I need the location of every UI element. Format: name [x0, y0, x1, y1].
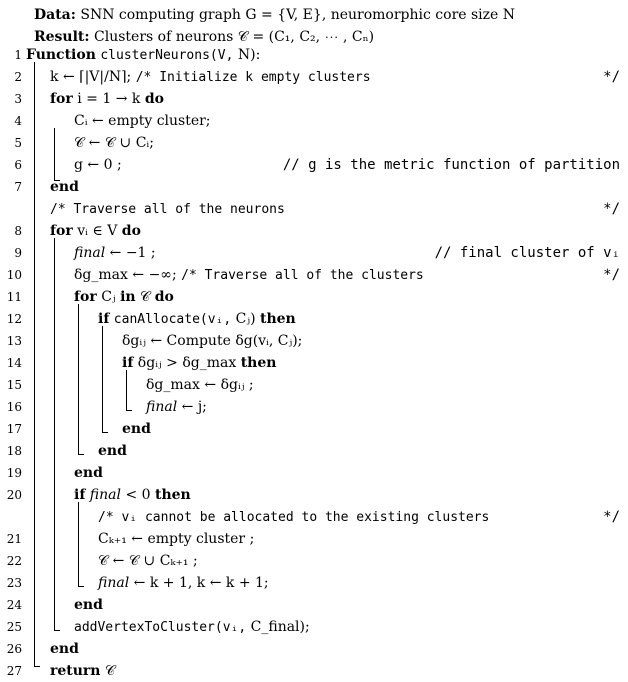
algorithm-line	[0, 88, 628, 110]
line-number: 11	[6, 290, 22, 304]
line-code: end	[98, 443, 127, 459]
algorithm-line	[0, 110, 628, 132]
line-number: 9	[14, 246, 22, 260]
algorithm-line	[0, 396, 628, 418]
line-code: end	[74, 597, 103, 613]
line-comment: */	[603, 201, 620, 217]
line-code: final ← −1 ;	[74, 245, 156, 261]
line-number: 22	[6, 554, 22, 568]
line-comment: */	[603, 69, 620, 85]
algorithm-line	[0, 418, 628, 440]
algorithm-line	[0, 132, 628, 154]
data-line	[0, 4, 628, 26]
algorithm-line	[0, 550, 628, 572]
line-number: 26	[6, 642, 22, 656]
algorithm-line	[0, 242, 628, 264]
line-code: return 𝒞	[50, 663, 116, 679]
algorithm-line	[0, 616, 628, 638]
algorithm-line	[0, 660, 628, 682]
result-label: Result:	[34, 29, 90, 45]
algorithm-line	[0, 286, 628, 308]
line-code: δg_max ← −∞; /* Traverse all of the clusters	[74, 267, 424, 283]
line-number: 2	[14, 70, 22, 84]
line-code: addVertexToCluster(vᵢ, C_final);	[74, 619, 310, 635]
line-comment: */	[603, 509, 620, 525]
algorithm-line	[0, 176, 628, 198]
line-number: 6	[14, 158, 22, 172]
algorithm-line	[0, 572, 628, 594]
line-number: 27	[6, 664, 22, 678]
line-code: for i = 1 → k do	[50, 91, 164, 107]
line-comment: // g is the metric function of partition	[282, 157, 620, 173]
line-number: 25	[6, 620, 22, 634]
line-number: 24	[6, 598, 22, 612]
line-number: 5	[14, 136, 22, 150]
scope-bar-if-delta	[126, 370, 132, 411]
line-number: 3	[14, 92, 22, 106]
line-code: end	[50, 641, 79, 657]
algorithm-line	[0, 66, 628, 88]
line-code: δg_max ← δgᵢⱼ ;	[146, 377, 254, 393]
line-number: 19	[6, 466, 22, 480]
line-number: 21	[6, 532, 22, 546]
line-code: Cᵢ ← empty cluster;	[74, 113, 211, 129]
algorithm-line	[0, 220, 628, 242]
scope-bar-for-v	[54, 238, 60, 631]
line-code: g ← 0 ;	[74, 157, 122, 173]
line-comment: */	[603, 267, 620, 283]
line-number: 20	[6, 488, 22, 502]
algorithm-line	[0, 528, 628, 550]
algorithm-line	[0, 594, 628, 616]
algorithm-line	[0, 484, 628, 506]
algorithm-line	[0, 638, 628, 660]
data-text: SNN computing graph G = {V, E}, neuromorphic core size N	[80, 7, 516, 23]
line-code: δgᵢⱼ ← Compute δg(vᵢ, Cⱼ);	[122, 333, 303, 349]
line-code: for Cⱼ in 𝒞 do	[74, 289, 174, 305]
algorithm-line	[0, 462, 628, 484]
result-text: Clusters of neurons 𝒞 = (C₁, C₂, ⋯ , Cₙ)	[94, 29, 375, 45]
line-number: 17	[6, 422, 22, 436]
line-code: final ← k + 1, k ← k + 1;	[98, 575, 269, 591]
algorithm-line	[0, 198, 628, 220]
algorithm-line	[0, 440, 628, 462]
data-label: Data:	[34, 7, 76, 23]
line-number: 16	[6, 400, 22, 414]
line-code: if δgᵢⱼ > δg_max then	[122, 355, 277, 371]
line-code: 𝒞 ← 𝒞 ∪ Cᵢ;	[74, 135, 154, 151]
line-code: Cₖ₊₁ ← empty cluster ;	[98, 531, 255, 547]
line-code: end	[74, 465, 103, 481]
line-code: if canAllocate(vᵢ, Cⱼ) then	[98, 311, 296, 327]
line-number: 4	[14, 114, 22, 128]
line-number: 7	[14, 180, 22, 194]
scope-bar-for-c	[78, 304, 84, 455]
line-number: 12	[6, 312, 22, 326]
line-comment: // final cluster of vᵢ	[434, 245, 620, 261]
scope-bar-if-alloc	[102, 326, 108, 433]
line-code: k ← ⌈|V|/N⌉; /* Initialize k empty clusters	[50, 69, 371, 85]
algorithm-line	[0, 506, 628, 528]
algorithm-line	[0, 352, 628, 374]
line-number: 13	[6, 334, 22, 348]
algorithm-line	[0, 330, 628, 352]
algorithm-line	[0, 264, 628, 286]
line-code: final ← j;	[146, 399, 207, 415]
line-number: 18	[6, 444, 22, 458]
algorithm-line	[0, 154, 628, 176]
line-number: 10	[6, 268, 22, 282]
line-code: end	[122, 421, 151, 437]
scope-bar-function	[34, 62, 40, 667]
line-code: 𝒞 ← 𝒞 ∪ Cₖ₊₁ ;	[98, 553, 198, 569]
line-number: 23	[6, 576, 22, 590]
line-code: Function clusterNeurons(V, N):	[26, 47, 261, 63]
line-code: /* Traverse all of the neurons	[50, 202, 285, 217]
algorithm-line	[0, 308, 628, 330]
line-number: 8	[14, 224, 22, 238]
line-number: 15	[6, 378, 22, 392]
line-code: /* vᵢ cannot be allocated to the existing clusters	[98, 510, 490, 525]
line-number: 14	[6, 356, 22, 370]
line-code: end	[50, 179, 79, 195]
algorithm-line	[0, 374, 628, 396]
scope-bar-for-i	[54, 128, 60, 181]
line-code: if final < 0 then	[74, 487, 191, 503]
scope-bar-if-final	[78, 502, 84, 587]
line-code: for vᵢ ∈ V do	[50, 223, 141, 239]
line-number: 1	[14, 48, 22, 62]
algorithm-line	[0, 44, 628, 66]
